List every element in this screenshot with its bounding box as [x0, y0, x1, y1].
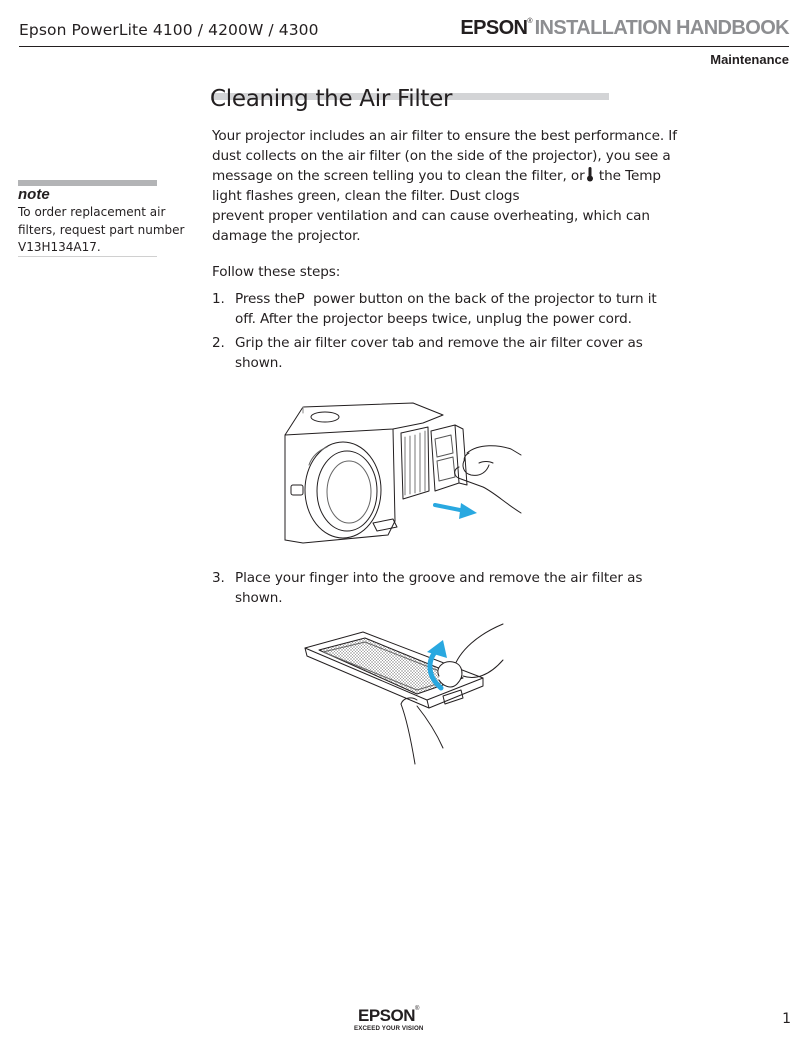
- step-number: 3.: [212, 570, 225, 586]
- step-text: [235, 333, 643, 373]
- footer-tagline: EXCEED YOUR VISION: [354, 1025, 424, 1032]
- step-line: shown.: [235, 355, 283, 371]
- step-line: Grip the air filter cover tab and remove the air filter cover as: [235, 335, 643, 351]
- intro-line: prevent proper ventilation and can cause overheating, which can: [212, 208, 650, 224]
- header-model: Epson PowerLite 4100 / 4200W / 4300: [19, 21, 319, 39]
- note-rule: [18, 256, 157, 257]
- note-line: V13H134A17.: [18, 240, 101, 254]
- intro-line-part: message on the screen telling you to clean the filter, or: [212, 168, 585, 184]
- intro-paragraph: [212, 126, 677, 246]
- power-button-icon: P: [296, 291, 305, 307]
- intro-line: [212, 166, 661, 186]
- note-heading: note: [18, 186, 50, 203]
- step-text: [235, 568, 643, 608]
- footer-brand: EPSON: [357, 1006, 416, 1025]
- footer-brand-mark: ®: [415, 1006, 420, 1012]
- step-line: shown.: [235, 590, 283, 606]
- header-rule: [19, 46, 789, 47]
- intro-line: Your projector includes an air filter to ensure the best performance. If: [212, 128, 677, 144]
- thermometer-icon: [585, 166, 595, 182]
- step-line-part: Press the: [235, 291, 297, 307]
- note-line: To order replacement air: [18, 205, 166, 219]
- header-brand-mark: ®: [527, 18, 533, 25]
- intro-line: damage the projector.: [212, 228, 361, 244]
- step-line: Place your finger into the groove and remove the air filter as: [235, 570, 643, 586]
- projector-filter-cover-illustration: [283, 395, 523, 545]
- step-text: [235, 289, 657, 329]
- section-label: Maintenance: [710, 52, 789, 67]
- step-line: [235, 289, 657, 309]
- step-line-part: power button on the back of the projector to turn it: [304, 291, 657, 307]
- note-line: filters, request part number: [18, 222, 185, 237]
- header-brand-logo: EPSON: [460, 17, 528, 39]
- steps-intro: Follow these steps:: [212, 264, 341, 280]
- step-number: 1.: [212, 291, 225, 307]
- air-filter-removal-illustration: [303, 620, 508, 765]
- note-text: [18, 204, 184, 257]
- page-title: Cleaning the Air Filter: [210, 86, 453, 112]
- intro-line-part: the Temp: [594, 168, 661, 184]
- header-title: [460, 17, 789, 40]
- page-number: 1: [782, 1011, 791, 1027]
- footer-logo: [354, 1006, 423, 1032]
- step-line: off. After the projector beeps twice, unplug the power cord.: [235, 311, 632, 327]
- intro-line: light flashes green, clean the filter. Dust clogs: [212, 188, 520, 204]
- header-handbook: INSTALLATION HANDBOOK: [534, 17, 789, 39]
- intro-line: dust collects on the air filter (on the side of the projector), you see a: [212, 148, 671, 164]
- step-number: 2.: [212, 335, 225, 351]
